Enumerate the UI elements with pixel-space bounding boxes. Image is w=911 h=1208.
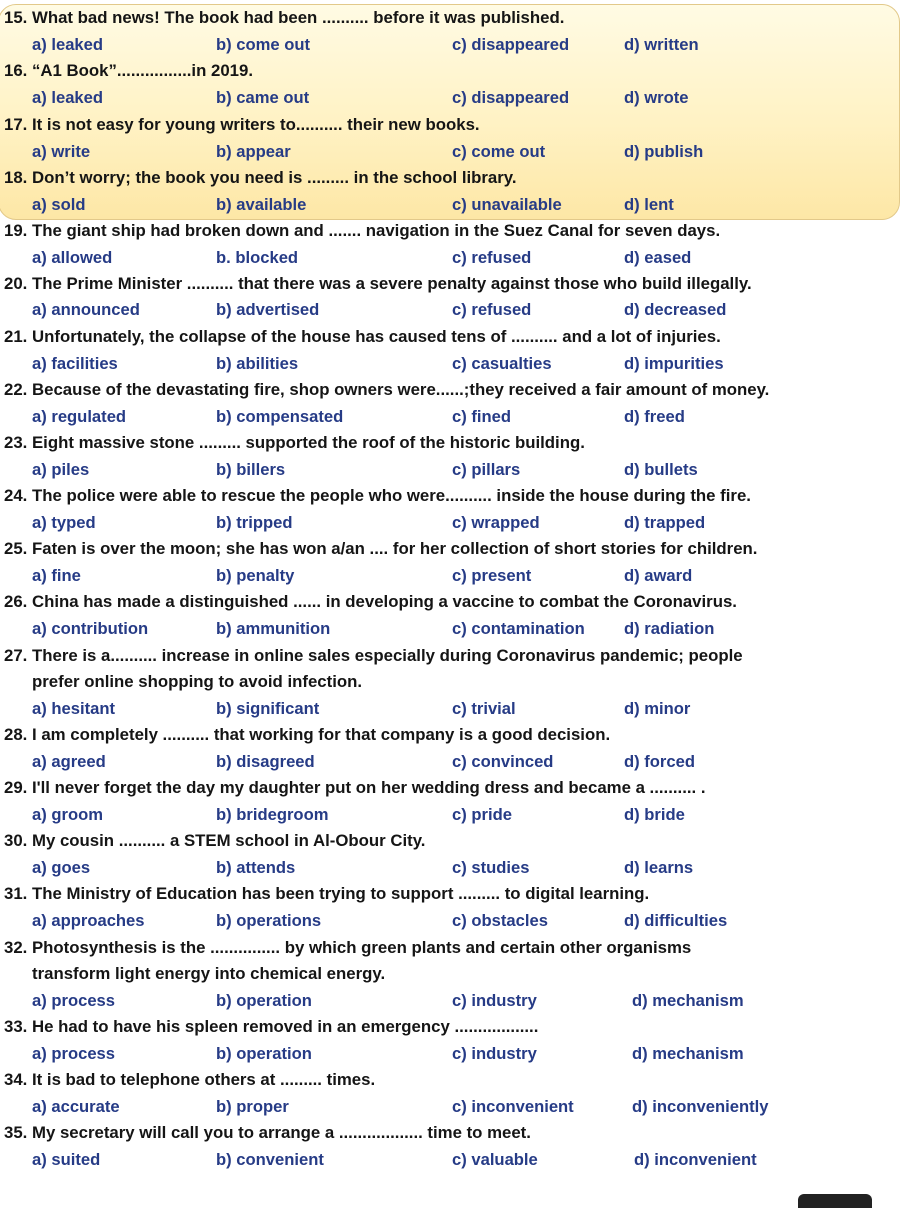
answer-option[interactable]: b) bridegroom	[216, 805, 329, 824]
question-stem: 30. My cousin .......... a STEM school in Al-Obour City.	[4, 831, 426, 850]
question-stem: 20. The Prime Minister .......... that there was a severe penalty against those who build illegally.	[4, 274, 752, 293]
question-stem-continued: transform light energy into chemical energy.	[32, 964, 386, 983]
answer-option[interactable]: b) proper	[216, 1097, 289, 1116]
answer-option[interactable]: a) allowed	[32, 248, 113, 267]
question-stem: 21. Unfortunately, the collapse of the house has caused tens of .......... and a lot of injuries.	[4, 327, 721, 346]
answer-option[interactable]: b) convenient	[216, 1150, 324, 1169]
answer-option[interactable]: d) difficulties	[624, 911, 728, 930]
question-stem: 17. It is not easy for young writers to.......... their new books.	[4, 115, 480, 134]
answer-option[interactable]: a) contribution	[32, 619, 149, 638]
question-stem: 29. I'll never forget the day my daughter put on her wedding dress and became a .......... .	[4, 778, 706, 797]
answer-option[interactable]: a) facilities	[32, 354, 118, 373]
answer-option[interactable]: b) significant	[216, 699, 320, 718]
answer-option[interactable]: d) forced	[624, 752, 695, 771]
options-row	[0, 300, 900, 322]
answer-option[interactable]: d) minor	[624, 699, 691, 718]
answer-option[interactable]: a) agreed	[32, 752, 106, 771]
answer-option[interactable]: d) bullets	[624, 460, 698, 479]
options-row	[0, 1044, 900, 1066]
question-stem: 27. There is a.......... increase in online sales especially during Coronavirus pandemic; people	[4, 646, 743, 665]
answer-option[interactable]: c) industry	[452, 991, 537, 1010]
answer-option[interactable]: a) leaked	[32, 35, 104, 54]
answer-option[interactable]: b) appear	[216, 142, 291, 161]
answer-option[interactable]: a) write	[32, 142, 91, 161]
answer-option[interactable]: b) operations	[216, 911, 322, 930]
options-row	[0, 460, 900, 482]
answer-option[interactable]: b) come out	[216, 35, 311, 54]
answer-option[interactable]: c) disappeared	[452, 88, 570, 107]
question-stem-continued: prefer online shopping to avoid infection.	[32, 672, 363, 691]
question-stem: 16. “A1 Book”................in 2019.	[4, 61, 254, 80]
answer-option[interactable]: b) advertised	[216, 300, 320, 319]
answer-option[interactable]: d) written	[624, 35, 699, 54]
answer-option[interactable]: c) convinced	[452, 752, 554, 771]
page-corner-mark	[798, 1194, 872, 1208]
answer-option[interactable]: d) freed	[624, 407, 685, 426]
answer-option[interactable]: a) hesitant	[32, 699, 115, 718]
answer-option[interactable]: b) came out	[216, 88, 310, 107]
answer-option[interactable]: c) contamination	[452, 619, 585, 638]
answer-option[interactable]: c) valuable	[452, 1150, 538, 1169]
options-row	[0, 407, 900, 429]
answer-option[interactable]: b) penalty	[216, 566, 295, 585]
answer-option[interactable]: d) learns	[624, 858, 694, 877]
question-stem: 32. Photosynthesis is the ............... by which green plants and certain other organisms	[4, 938, 692, 957]
options-row	[0, 142, 900, 164]
answer-option[interactable]: a) leaked	[32, 88, 104, 107]
question-stem: 18. Don’t worry; the book you need is ......... in the school library.	[4, 168, 517, 187]
options-row	[0, 805, 900, 827]
options-row	[0, 752, 900, 774]
answer-option[interactable]: c) come out	[452, 142, 546, 161]
options-row	[0, 858, 900, 880]
options-row	[0, 619, 900, 641]
question-stem: 23. Eight massive stone ......... supported the roof of the historic building.	[4, 433, 585, 452]
options-row	[0, 1097, 900, 1119]
answer-option[interactable]: d) award	[624, 566, 693, 585]
answer-option[interactable]: b) tripped	[216, 513, 293, 532]
answer-option[interactable]: a) sold	[32, 195, 86, 214]
answer-option[interactable]: d) inconvenient	[634, 1150, 757, 1169]
question-stem: 28. I am completely .......... that working for that company is a good decision.	[4, 725, 611, 744]
answer-option[interactable]: b) ammunition	[216, 619, 331, 638]
answer-option[interactable]: d) eased	[624, 248, 692, 267]
answer-option[interactable]: c) industry	[452, 1044, 537, 1063]
options-row	[0, 1150, 900, 1172]
answer-option[interactable]: c) casualties	[452, 354, 552, 373]
options-row	[0, 566, 900, 588]
answer-option[interactable]: a) approaches	[32, 911, 145, 930]
question-stem: 15. What bad news! The book had been .......... before it was published.	[4, 8, 565, 27]
question-stem: 22. Because of the devastating fire, shop owners were......;they received a fair amount of money.	[4, 380, 770, 399]
answer-option[interactable]: b) billers	[216, 460, 286, 479]
answer-option[interactable]: d) inconveniently	[632, 1097, 769, 1116]
answer-option[interactable]: a) piles	[32, 460, 90, 479]
answer-option[interactable]: b) disagreed	[216, 752, 315, 771]
answer-option[interactable]: c) refused	[452, 248, 532, 267]
answer-option[interactable]: c) pride	[452, 805, 512, 824]
options-row	[0, 911, 900, 933]
options-row	[0, 513, 900, 535]
answer-option[interactable]: d) trapped	[624, 513, 706, 532]
answer-option[interactable]: d) mechanism	[632, 991, 744, 1010]
options-row	[0, 248, 900, 270]
answer-option[interactable]: a) process	[32, 1044, 116, 1063]
question-stem: 25. Faten is over the moon; she has won a/an .... for her collection of short stories for children.	[4, 539, 758, 558]
options-row	[0, 991, 900, 1013]
answer-option[interactable]: b. blocked	[216, 248, 299, 267]
answer-option[interactable]: a) suited	[32, 1150, 101, 1169]
answer-option[interactable]: d) wrote	[624, 88, 689, 107]
answer-option[interactable]: a) announced	[32, 300, 140, 319]
answer-option[interactable]: d) lent	[624, 195, 674, 214]
options-row	[0, 35, 900, 57]
answer-option[interactable]: b) compensated	[216, 407, 344, 426]
answer-option[interactable]: d) mechanism	[632, 1044, 744, 1063]
question-stem: 31. The Ministry of Education has been trying to support ......... to digital learning.	[4, 884, 650, 903]
answer-option[interactable]: c) inconvenient	[452, 1097, 574, 1116]
answer-option[interactable]: a) goes	[32, 858, 91, 877]
answer-option[interactable]: b) operation	[216, 1044, 312, 1063]
options-row	[0, 88, 900, 110]
answer-option[interactable]: d) impurities	[624, 354, 724, 373]
answer-option[interactable]: b) operation	[216, 991, 312, 1010]
options-row	[0, 195, 900, 217]
answer-option[interactable]: d) publish	[624, 142, 704, 161]
question-stem: 33. He had to have his spleen removed in an emergency ..................	[4, 1017, 539, 1036]
answer-option[interactable]: d) decreased	[624, 300, 727, 319]
answer-option[interactable]: c) studies	[452, 858, 530, 877]
options-row	[0, 354, 900, 376]
answer-option[interactable]: c) unavailable	[452, 195, 562, 214]
answer-option[interactable]: a) regulated	[32, 407, 127, 426]
answer-option[interactable]: c) wrapped	[452, 513, 540, 532]
question-stem: 35. My secretary will call you to arrange a .................. time to meet.	[4, 1123, 531, 1142]
question-stem: 24. The police were able to rescue the people who were.......... inside the house during the fire.	[4, 486, 751, 505]
answer-option[interactable]: c) pillars	[452, 460, 521, 479]
answer-option[interactable]: b) abilities	[216, 354, 299, 373]
answer-option[interactable]: c) disappeared	[452, 35, 570, 54]
answer-option[interactable]: a) fine	[32, 566, 81, 585]
answer-option[interactable]: b) available	[216, 195, 307, 214]
options-row	[0, 699, 900, 721]
question-stem: 34. It is bad to telephone others at ......... times.	[4, 1070, 376, 1089]
answer-option[interactable]: b) attends	[216, 858, 296, 877]
answer-option[interactable]: c) present	[452, 566, 532, 585]
answer-option[interactable]: a) groom	[32, 805, 103, 824]
answer-option[interactable]: c) refused	[452, 300, 532, 319]
answer-option[interactable]: c) obstacles	[452, 911, 548, 930]
question-stem: 26. China has made a distinguished ...... in developing a vaccine to combat the Coronavirus.	[4, 592, 737, 611]
answer-option[interactable]: c) fined	[452, 407, 512, 426]
answer-option[interactable]: a) typed	[32, 513, 96, 532]
question-stem: 19. The giant ship had broken down and ....... navigation in the Suez Canal for seven days.	[4, 221, 721, 240]
answer-option[interactable]: d) radiation	[624, 619, 715, 638]
answer-option[interactable]: a) accurate	[32, 1097, 120, 1116]
answer-option[interactable]: a) process	[32, 991, 116, 1010]
answer-option[interactable]: d) bride	[624, 805, 685, 824]
answer-option[interactable]: c) trivial	[452, 699, 516, 718]
